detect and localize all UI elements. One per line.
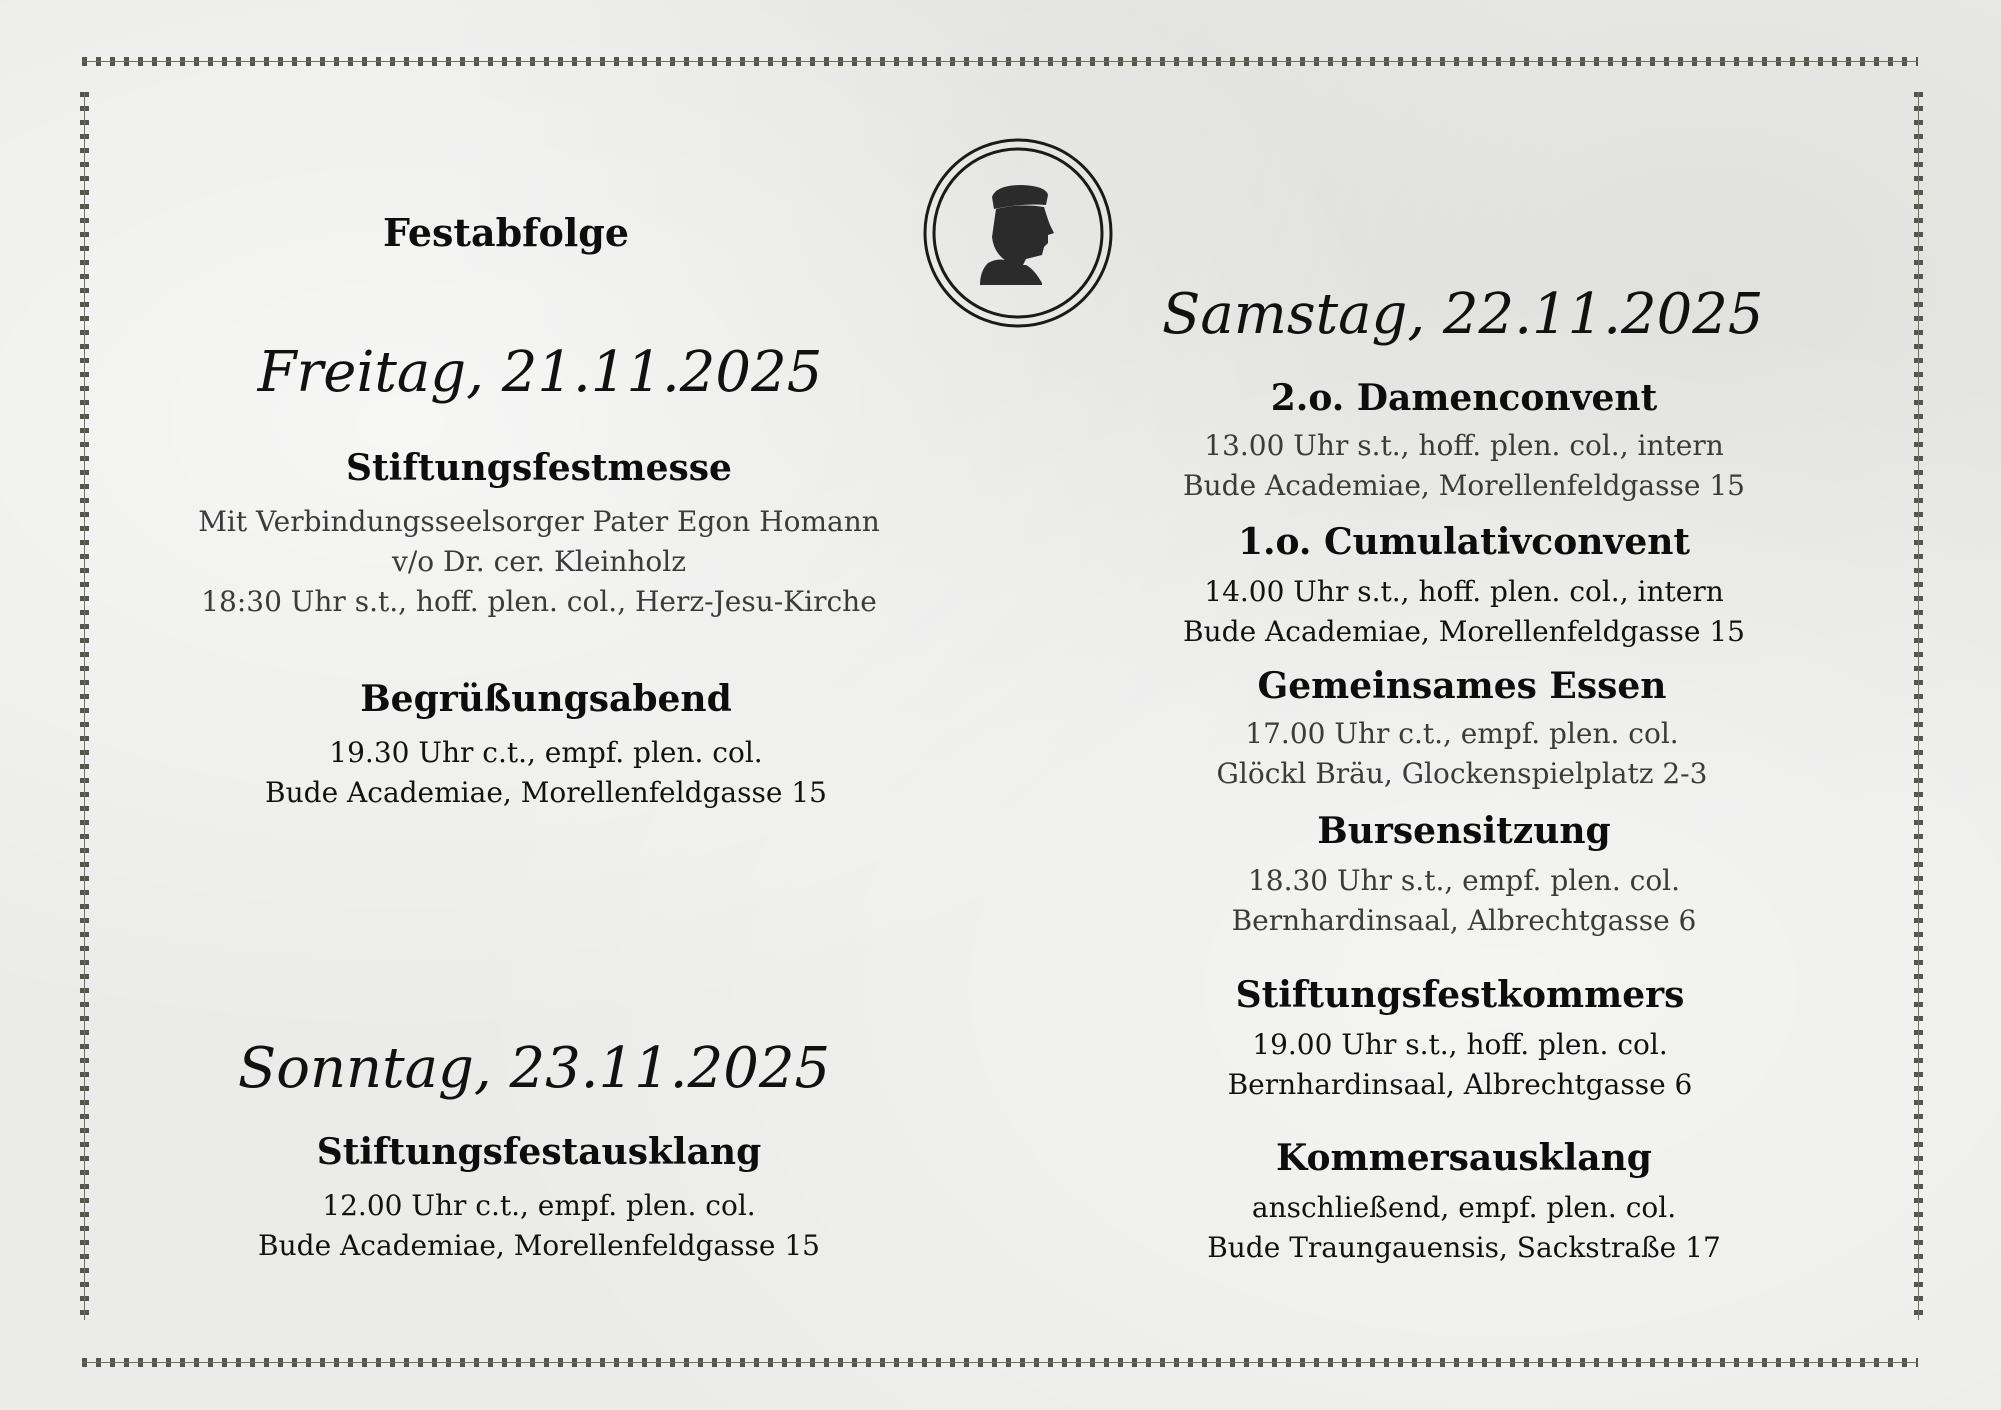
event-detail: 19.00 Uhr s.t., hoff. plen. col.: [1252, 1028, 1668, 1061]
event-title: Kommersausklang: [1276, 1137, 1652, 1179]
event-detail: Bernhardinsaal, Albrechtgasse 6: [1227, 1068, 1693, 1101]
event-detail: Bude Academiae, Morellenfeldgasse 15: [1183, 469, 1745, 502]
event-title: Stiftungsfestausklang: [316, 1131, 762, 1173]
event-detail: v/o Dr. cer. Kleinholz: [392, 545, 686, 578]
event-title: Gemeinsames Essen: [1257, 665, 1667, 707]
emblem: [922, 137, 1114, 329]
event-stiftungsfestkommers: [1060, 973, 1860, 1105]
event-detail: Mit Verbindungsseelsorger Pater Egon Homann: [198, 505, 880, 538]
event-detail: Bude Academiae, Morellenfeldgasse 15: [258, 1229, 820, 1262]
event-detail: 19.30 Uhr c.t., empf. plen. col.: [329, 736, 763, 769]
day-heading-friday: Freitag, 21.11.2025: [257, 340, 823, 405]
event-gemeinsames-essen: [1062, 664, 1862, 794]
event-kommersausklang: [1064, 1136, 1864, 1268]
event-cumulativconvent: [1064, 520, 1864, 652]
page-title: Festabfolge: [382, 210, 630, 255]
event-detail: 17.00 Uhr c.t., empf. plen. col.: [1245, 717, 1679, 750]
event-title: 1.o. Cumulativconvent: [1237, 521, 1691, 563]
event-detail: 18:30 Uhr s.t., hoff. plen. col., Herz-Jesu-Kirche: [201, 585, 877, 618]
event-detail: 12.00 Uhr c.t., empf. plen. col.: [322, 1189, 756, 1222]
day-heading-sunday: Sonntag, 23.11.2025: [237, 1036, 831, 1101]
event-stiftungsfestausklang: [139, 1130, 939, 1266]
event-title: Stiftungsfestmesse: [346, 447, 732, 489]
right-border: [1914, 92, 1924, 1320]
event-detail: Bernhardinsaal, Albrechtgasse 6: [1231, 904, 1697, 937]
event-begruessungsabend: [146, 677, 946, 813]
event-damenconvent: [1064, 376, 1864, 506]
event-detail: 14.00 Uhr s.t., hoff. plen. col., intern: [1204, 575, 1724, 608]
event-detail: 18.30 Uhr s.t., empf. plen. col.: [1247, 864, 1681, 897]
event-stiftungsfestmesse: [139, 446, 939, 622]
event-bursensitzung: [1064, 809, 1864, 941]
left-border: [80, 92, 90, 1320]
event-title: Bursensitzung: [1317, 810, 1611, 852]
event-detail: anschließend, empf. plen. col.: [1251, 1191, 1677, 1224]
bottom-border: [82, 1358, 1918, 1368]
event-detail: Glöckl Bräu, Glockenspielplatz 2-3: [1216, 757, 1708, 790]
event-detail: Bude Traungauensis, Sackstraße 17: [1207, 1231, 1721, 1264]
silhouette-portrait-icon: [922, 137, 1114, 329]
event-title: Begrüßungsabend: [360, 678, 732, 720]
event-title: Stiftungsfestkommers: [1235, 974, 1685, 1016]
event-detail: Bude Academiae, Morellenfeldgasse 15: [265, 776, 827, 809]
top-border: [82, 57, 1918, 67]
day-heading-saturday: Samstag, 22.11.2025: [1162, 282, 1764, 347]
event-title: 2.o. Damenconvent: [1270, 377, 1658, 419]
event-detail: 13.00 Uhr s.t., hoff. plen. col., intern: [1204, 429, 1724, 462]
event-detail: Bude Academiae, Morellenfeldgasse 15: [1183, 615, 1745, 648]
